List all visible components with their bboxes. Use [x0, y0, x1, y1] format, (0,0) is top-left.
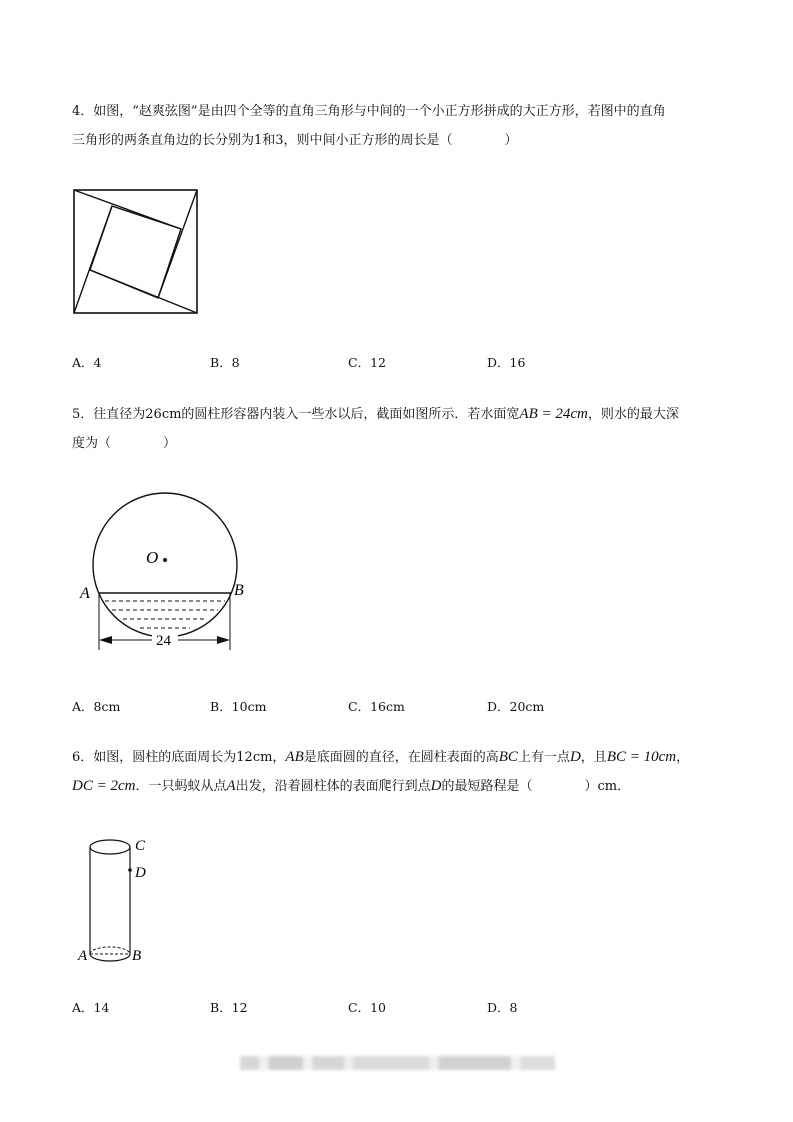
- q6-text-e: ，且: [580, 750, 607, 765]
- question-4-line-2: 三角形的两条直角边的长分别为1和3，则中间小正方形的周长是（ ）: [72, 133, 518, 148]
- option-b[interactable]: B．8: [210, 355, 240, 370]
- point-d: [128, 868, 132, 872]
- option-c[interactable]: C．16cm: [348, 699, 405, 714]
- option-a[interactable]: A．14: [72, 1000, 110, 1015]
- label-b: B: [234, 582, 244, 599]
- q6-text-h: 出发，沿着圆柱体的表面爬行到点: [235, 779, 431, 794]
- cylinder-top: [90, 840, 130, 854]
- option-c[interactable]: C．12: [348, 355, 386, 370]
- label-o: O: [146, 548, 159, 567]
- q5-text-b: ，则水的最大深: [587, 407, 679, 422]
- label-a: A: [78, 948, 88, 964]
- q6-math-ab: AB: [285, 749, 304, 765]
- option-c[interactable]: C．10: [348, 1000, 386, 1015]
- label-24: 24: [156, 633, 171, 649]
- question-5-line-2: 度为（ ）: [72, 436, 177, 451]
- blurred-watermark: [240, 1056, 555, 1070]
- option-a[interactable]: A．8cm: [72, 699, 121, 714]
- q6-text-a: 6．如图，圆柱的底面周长为12cm，: [72, 750, 286, 765]
- q6-math-bc: BC: [498, 749, 518, 765]
- q6-text-f: ，: [676, 750, 690, 765]
- q6-text-i: 的最短路程是（ ）cm．: [441, 779, 631, 794]
- cylinder-bottom-front: [90, 954, 130, 961]
- label-a: A: [80, 585, 90, 602]
- q5-math-ab: AB = 24cm: [519, 406, 588, 422]
- q6-math-a: A: [226, 778, 236, 794]
- option-d[interactable]: D．20cm: [487, 699, 545, 714]
- option-b[interactable]: B．12: [210, 1000, 248, 1015]
- label-c: C: [135, 838, 146, 854]
- q5-text-a: 5．往直径为26cm的圆柱形容器内装入一些水以后，截面如图所示．若水面宽: [72, 407, 520, 422]
- cylinder-bottom-back: [90, 947, 130, 954]
- option-d[interactable]: D．16: [487, 355, 526, 370]
- q6-text-c: 上有一点: [517, 750, 570, 765]
- q6-text-g: ．一只蚂蚁从点: [135, 779, 227, 794]
- q6-text-b: 是底面圆的直径，在圆柱表面的高: [303, 750, 499, 765]
- q6-math-dc-value: DC = 2cm: [72, 778, 136, 794]
- option-b[interactable]: B．10cm: [210, 699, 267, 714]
- option-d[interactable]: D．8: [487, 1000, 518, 1015]
- question-4-line-1: 4．如图，“赵爽弦图”是由四个全等的直角三角形与中间的一个小正方形拼成的大正方形，若图中的直角: [72, 104, 666, 119]
- q6-math-d2: D: [430, 778, 442, 794]
- q6-math-d: D: [569, 749, 581, 765]
- option-a[interactable]: A．4: [72, 355, 102, 370]
- label-b: B: [132, 948, 142, 964]
- q6-math-bc-value: BC = 10cm: [606, 749, 677, 765]
- label-d: D: [135, 865, 146, 881]
